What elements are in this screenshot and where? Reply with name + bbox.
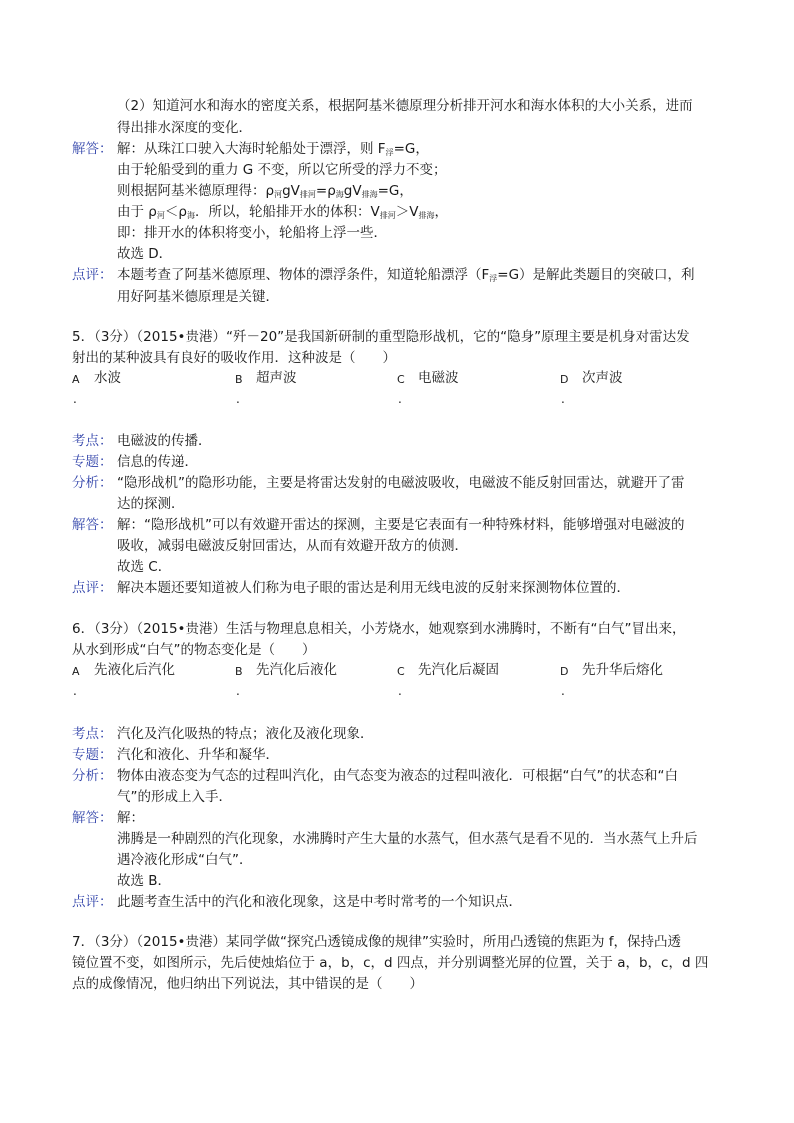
analysis-line: （2）知道河水和海水的密度关系，根据阿基米德原理分析排开河水和海水体积的大小关系，进而 <box>117 98 693 114</box>
fenxi-line: 气”的形成上入手． <box>117 789 232 805</box>
zhuanti-label: 专题： <box>72 454 113 470</box>
option-c-text: 电磁波 <box>418 370 459 386</box>
analysis-line: 得出排水深度的变化． <box>117 120 252 136</box>
comment-line: 用好阿基米德原理是关键． <box>117 289 279 305</box>
answer-line: 即：排开水的体积将变小，轮船将上浮一些． <box>117 225 387 241</box>
jieda-label: 解答： <box>72 517 113 533</box>
option-a-letter: A <box>72 373 80 386</box>
jieda-label: 解答： <box>72 810 113 826</box>
kaodian-label: 考点： <box>72 433 113 449</box>
jieda-line: 遇冷液化形成“白气”． <box>117 852 253 868</box>
option-b-text: 超声波 <box>256 370 297 386</box>
option-a-text: 先液化后汽化 <box>94 662 175 678</box>
answer-line: 由于轮船受到的重力 G 不变，所以它所受的浮力不变； <box>117 162 447 178</box>
question-stem: 从水到形成“白气”的物态变化是（ ） <box>72 642 316 658</box>
option-b-text: 先汽化后液化 <box>256 662 337 678</box>
option-dot: . <box>73 684 77 698</box>
zhuanti-label: 专题： <box>72 747 113 763</box>
option-dot: . <box>236 684 240 698</box>
fenxi-label: 分析： <box>72 475 113 491</box>
option-d-letter: D <box>560 373 569 386</box>
option-dot: . <box>236 392 240 406</box>
option-dot: . <box>73 392 77 406</box>
option-b-letter: B <box>235 665 243 678</box>
kaodian-label: 考点： <box>72 726 113 742</box>
jieda-line: 故选 C． <box>117 559 172 575</box>
fenxi-line: 达的探测． <box>117 496 185 512</box>
jieda-line: 故选 B． <box>117 873 172 889</box>
jieda-line: 沸腾是一种剧烈的汽化现象，水沸腾时产生大量的水蒸气，但水蒸气是看不见的．当水蒸气上升后 <box>117 831 698 847</box>
jieda-line: 解：“隐形战机”可以有效避开雷达的探测，主要是它表面有一种特殊材料，能够增强对电磁波的 <box>117 517 685 533</box>
option-b-letter: B <box>235 373 243 386</box>
option-c-letter: C <box>397 665 405 678</box>
answer-line: 由于 $\rho_河<\rho_海$．所以，轮船排开水的体积：$V_{排河}>V_{排海}$， <box>117 204 448 220</box>
question-stem: 镜位置不变，如图所示，先后使烛焰位于 a，b，c，d 四点，并分别调整光屏的位置，关于 a，b，c，d 四 <box>72 955 709 971</box>
comment-line: 本题考查了阿基米德原理、物体的漂浮条件，知道轮船漂浮$(F_浮=G)$是解此类题目的突破口，利 <box>117 267 695 283</box>
zhuanti-text: 汽化和液化、升华和凝华． <box>117 747 279 763</box>
option-dot: . <box>398 684 402 698</box>
option-a-letter: A <box>72 665 80 678</box>
question-stem: 6．（3分）（2015•贵港）生活与物理息息相关，小芳烧水，她观察到水沸腾时，不断有“白气”冒出来， <box>72 621 686 637</box>
option-d-letter: D <box>560 665 569 678</box>
dianping-label: 点评： <box>72 580 113 596</box>
jieda-line: 吸收，减弱电磁波反射回雷达，从而有效避开敌方的侦测． <box>117 538 468 554</box>
answer-line: 解：从珠江口驶入大海时轮船处于漂浮，则 $F_浮=G$， <box>117 141 429 157</box>
answer-label: 解答： <box>72 141 113 157</box>
zhuanti-text: 信息的传递． <box>117 454 198 470</box>
kaodian-text: 汽化及汽化吸热的特点；液化及液化现象． <box>117 726 374 742</box>
option-dot: . <box>561 684 565 698</box>
option-c-text: 先汽化后凝固 <box>418 662 499 678</box>
fenxi-line: “隐形战机”的隐形功能，主要是将雷达发射的电磁波吸收，电磁波不能反射回雷达，就避开了雷 <box>117 475 685 491</box>
question-stem: 射出的某种波具有良好的吸收作用．这种波是（ ） <box>72 350 396 366</box>
fenxi-line: 物体由液态变为气态的过程叫汽化，由气态变为液态的过程叫液化．可根据“白气”的状态和“白 <box>117 768 678 784</box>
dianping-text: 解决本题还要知道被人们称为电子眼的雷达是利用无线电波的反射来探测物体位置的． <box>117 580 630 596</box>
jieda-line: 解： <box>117 810 144 826</box>
option-dot: . <box>398 392 402 406</box>
option-c-letter: C <box>397 373 405 386</box>
answer-line: 故选 D． <box>117 246 173 262</box>
dianping-label: 点评： <box>72 894 113 910</box>
kaodian-text: 电磁波的传播． <box>117 433 212 449</box>
fenxi-label: 分析： <box>72 768 113 784</box>
dianping-text: 此题考查生活中的汽化和液化现象，这是中考时常考的一个知识点． <box>117 894 522 910</box>
option-dot: . <box>561 392 565 406</box>
option-a-text: 水波 <box>94 370 121 386</box>
comment-label: 点评： <box>72 267 113 283</box>
answer-line: 则根据阿基米德原理得：$\rho_河gV_{排河}=\rho_海gV_{排海}=G$， <box>117 183 413 199</box>
question-stem: 点的成像情况，他归纳出下列说法，其中错误的是（ ） <box>72 976 423 992</box>
question-stem: 5．（3分）（2015•贵港）“歼－20”是我国新研制的重型隐形战机，它的“隐身”原理主要是机身对雷达发 <box>72 329 690 345</box>
option-d-text: 先升华后熔化 <box>582 662 663 678</box>
question-stem: 7．（3分）（2015•贵港）某同学做“探究凸透镜成像的规律”实验时，所用凸透镜的焦距为 f，保持凸透 <box>72 934 682 950</box>
option-d-text: 次声波 <box>582 370 623 386</box>
